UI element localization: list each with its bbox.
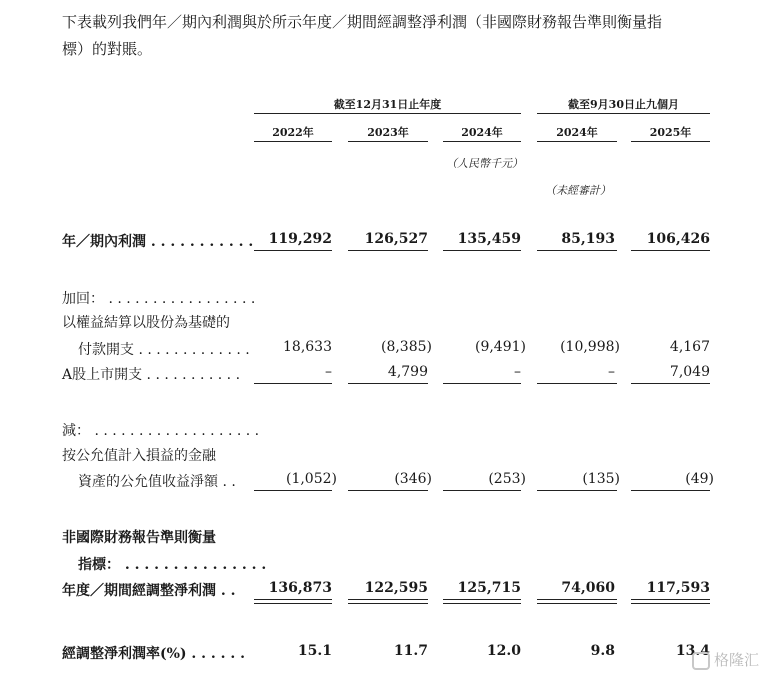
cell-value: 135,459	[457, 231, 521, 247]
cell-value: 117,593	[646, 580, 710, 596]
row-label-share-comp: 以權益結算以股份為基礎的	[62, 315, 230, 331]
subtotal-rule	[348, 250, 428, 251]
column-rule	[443, 141, 521, 142]
column-header: 2024年	[461, 126, 503, 139]
subtotal-rule	[537, 490, 617, 491]
cell-value: 74,060	[561, 580, 615, 596]
cell-value: (346)	[394, 471, 432, 487]
column-rule	[537, 141, 617, 142]
cell-value: 126,527	[364, 231, 428, 247]
row-label-adjusted-margin: 經調整淨利潤率(%) . . . . . .	[62, 646, 246, 662]
subtotal-rule	[348, 490, 428, 491]
subtotal-rule	[631, 383, 710, 384]
cell-value: (253)	[488, 471, 526, 487]
subtotal-rule	[254, 383, 332, 384]
intro-line-1: 下表載列我們年／期內利潤與於所示年度／期間經調整淨利潤（非國際財務報告準則衡量指	[62, 13, 663, 31]
subtotal-rule	[443, 490, 521, 491]
intro-line-2: 標）的對賬。	[62, 40, 153, 58]
cell-value: 85,193	[561, 231, 615, 247]
column-rule	[631, 141, 710, 142]
row-label-listing: A股上市開支 . . . . . . . . . . .	[62, 367, 241, 383]
watermark-logo-icon	[692, 652, 710, 670]
cell-value: –	[608, 364, 615, 380]
column-rule	[254, 141, 332, 142]
cell-value: 7,049	[669, 364, 710, 380]
subtotal-rule	[537, 383, 617, 384]
cell-value: 125,715	[457, 580, 521, 596]
subtotal-rule	[537, 250, 617, 251]
row-label-add: 加回： . . . . . . . . . . . . . . . . .	[62, 291, 256, 307]
cell-value: 106,426	[646, 231, 710, 247]
currency-note: （人民幣千元）	[446, 157, 523, 170]
cell-value: (1,052)	[285, 471, 337, 487]
header-rule	[537, 113, 710, 114]
row-label-less: 減： . . . . . . . . . . . . . . . . . . .	[62, 423, 260, 439]
row-label-share-comp-cont: 付款開支 . . . . . . . . . . . . .	[78, 342, 250, 358]
watermark-text: 格隆汇	[713, 651, 759, 669]
total-double-rule	[254, 599, 332, 604]
cell-value: 4,167	[669, 339, 710, 355]
row-label-non-ifrs-cont: 指標： . . . . . . . . . . . . . . .	[78, 557, 267, 573]
total-double-rule	[537, 599, 617, 604]
cell-value: 11.7	[393, 643, 428, 659]
cell-value: 13.4	[675, 643, 710, 659]
watermark	[692, 649, 759, 670]
subtotal-rule	[631, 490, 710, 491]
cell-value: (135)	[582, 471, 620, 487]
total-double-rule	[631, 599, 710, 604]
subtotal-rule	[631, 250, 710, 251]
cell-value: –	[325, 364, 332, 380]
cell-value: 15.1	[297, 643, 332, 659]
total-double-rule	[443, 599, 521, 604]
subtotal-rule	[443, 250, 521, 251]
cell-value: 18,633	[283, 339, 332, 355]
row-label-fair-value-cont: 資產的公允值收益淨額 . .	[78, 474, 236, 490]
subtotal-rule	[443, 383, 521, 384]
column-header: 2024年	[556, 126, 598, 139]
column-header: 2023年	[367, 126, 409, 139]
subtotal-rule	[254, 490, 332, 491]
cell-value: 12.0	[486, 643, 521, 659]
subtotal-rule	[254, 250, 332, 251]
header-group-nine-months: 截至9月30日止九個月	[568, 98, 679, 111]
cell-value: (10,998)	[560, 339, 620, 355]
total-double-rule	[348, 599, 428, 604]
row-label-adjusted-net-profit: 年度／期間經調整淨利潤 . .	[62, 583, 236, 599]
column-header: 2025年	[649, 126, 692, 139]
cell-value: 9.8	[590, 643, 615, 659]
unaudited-note: （未經審計）	[545, 184, 611, 197]
cell-value: (49)	[685, 471, 714, 487]
cell-value: 119,292	[268, 231, 332, 247]
cell-value: 4,799	[387, 364, 428, 380]
cell-value: –	[514, 364, 521, 380]
row-label-profit: 年／期內利潤 . . . . . . . . . . .	[62, 234, 254, 250]
cell-value: (8,385)	[380, 339, 432, 355]
subtotal-rule	[348, 383, 428, 384]
column-rule	[348, 141, 428, 142]
cell-value: 122,595	[364, 580, 428, 596]
row-label-fair-value: 按公允值計入損益的金融	[62, 448, 216, 464]
column-header: 2022年	[272, 126, 314, 139]
cell-value: 136,873	[268, 580, 332, 596]
cell-value: (9,491)	[474, 339, 526, 355]
header-group-year: 截至12月31日止年度	[333, 98, 442, 111]
header-rule	[254, 113, 521, 114]
row-label-non-ifrs: 非國際財務報告準則衡量	[62, 530, 216, 546]
